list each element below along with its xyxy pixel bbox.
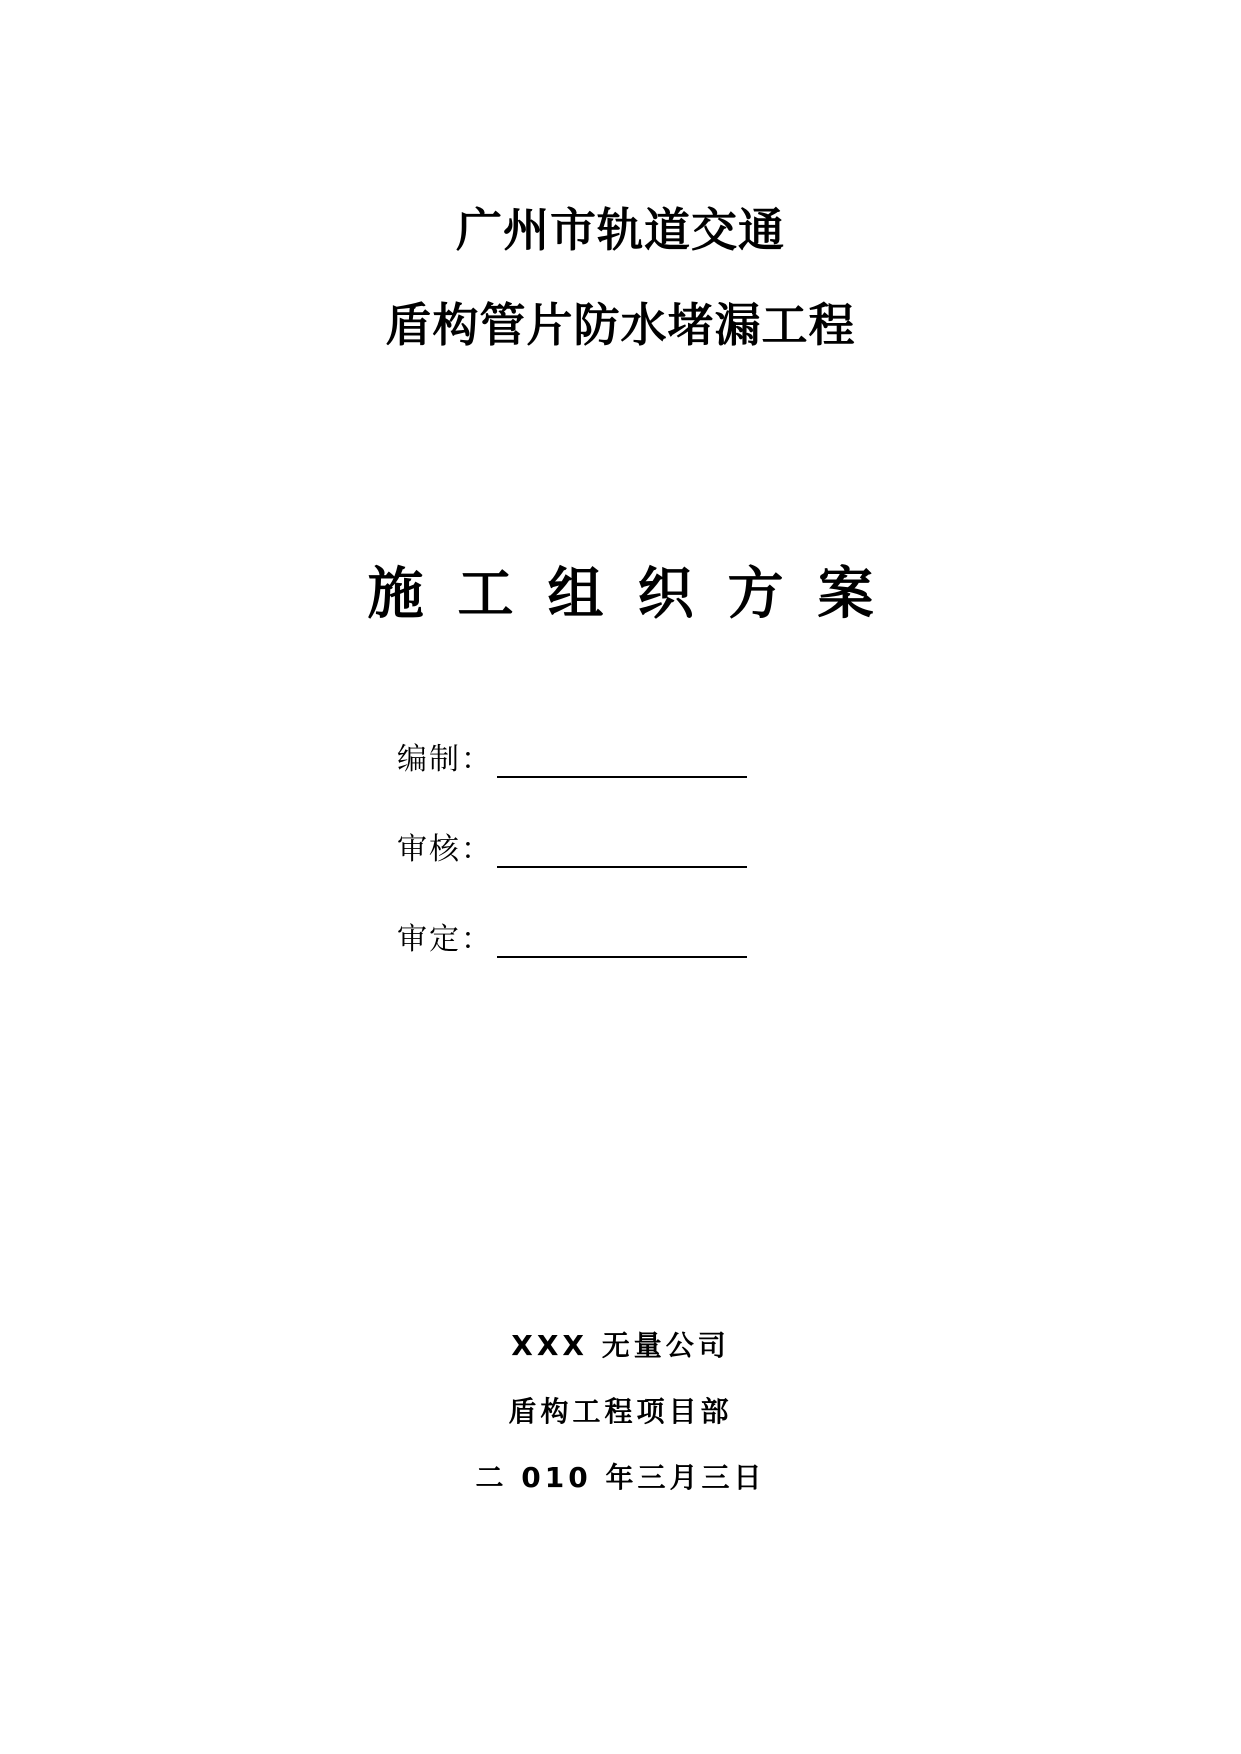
company-name: XXX 无量公司: [511, 1329, 730, 1362]
review-signature-line: [497, 866, 747, 868]
document-type-heading: 施工组织方案: [367, 562, 908, 627]
signature-row-edit: [397, 738, 757, 782]
department-name: 盾构工程项目部: [508, 1395, 733, 1428]
project-title-line-1: 广州市轨道交通: [456, 203, 785, 257]
project-title-line-2: 盾构管片防水堵漏工程: [385, 298, 856, 352]
signature-row-review: [397, 828, 757, 872]
signature-row-approve: [397, 918, 757, 962]
approve-label: 审定：: [397, 922, 493, 957]
approve-signature-line: [497, 956, 747, 958]
edit-label: 编制：: [397, 742, 493, 777]
document-date: 二 010 年三月三日: [475, 1461, 766, 1494]
edit-signature-line: [497, 776, 747, 778]
review-label: 审核：: [397, 832, 493, 867]
